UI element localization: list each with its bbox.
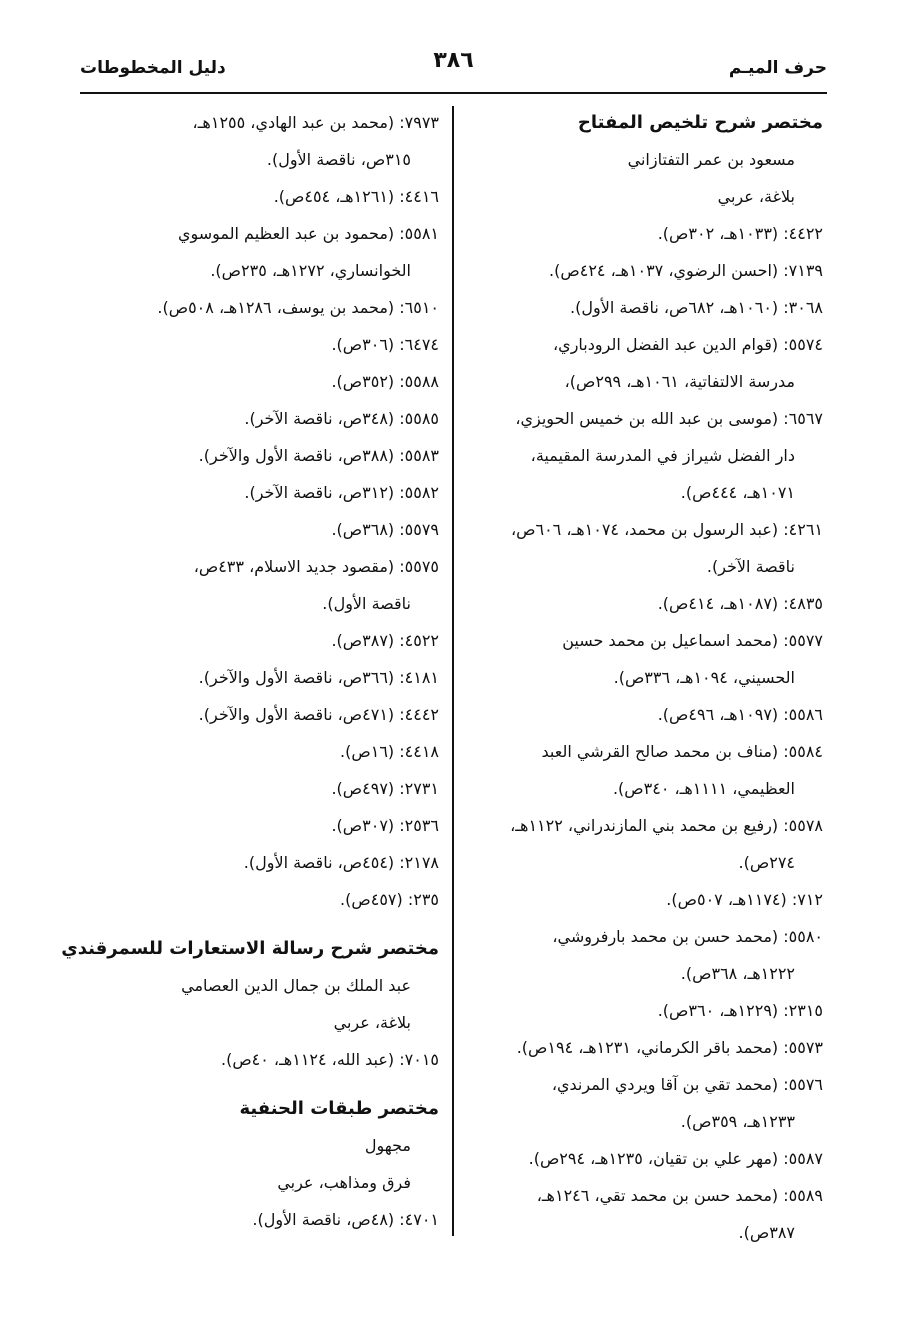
manuscript-entry: ٢٥٣٦: (٣٠٧ص). [331,816,439,835]
manuscript-entry: ٢١٧٨: (٤٥٤ص، ناقصة الأول). [243,853,439,872]
manuscript-entry: ٥٥٧٩: (٣٦٨ص). [331,520,439,539]
manuscript-entry: ٦٥٦٧: (موسى بن عبد الله بن خميس الحويزي، [515,409,823,428]
manuscript-entry: ٤٢٦١: (عبد الرسول بن محمد، ١٠٧٤هـ، ٦٠٦ص، [510,520,823,539]
entry-continuation: ١٠٧١هـ، ٤٤٤ص). [680,483,795,502]
section-meta: مسعود بن عمر التفتازاني [627,150,795,169]
manuscript-entry: ٥٥٨١: (محمود بن عبد العظيم الموسوي [177,224,439,243]
entry-continuation: ٣٨٧ص). [738,1223,795,1242]
page-number: ٣٨٦ [433,48,474,73]
section-title: مختصر شرح رسالة الاستعارات للسمرقندي [61,938,439,959]
entry-continuation: الحسيني، ١٠٩٤هـ، ٣٣٦ص). [613,668,795,687]
manuscript-entry: ٤٥٢٢: (٣٨٧ص). [331,631,439,650]
entry-continuation: الخوانساري، ١٢٧٢هـ، ٢٣٥ص). [210,261,411,280]
manuscript-entry: ٦٥١٠: (محمد بن يوسف، ١٢٨٦هـ، ٥٠٨ص). [157,298,439,317]
manuscript-entry: ٥٥٧٣: (محمد باقر الكرماني، ١٢٣١هـ، ١٩٤ص). [516,1038,823,1057]
section-meta: عبد الملك بن جمال الدين العصامي [181,976,411,995]
entry-continuation: ناقصة الأول). [322,594,411,613]
entry-continuation: ١٢٢٢هـ، ٣٦٨ص). [680,964,795,983]
running-head-book: دليل المخطوطات [80,58,226,78]
manuscript-entry: ٤٨٣٥: (١٠٨٧هـ، ٤١٤ص). [657,594,823,613]
right-column [466,104,823,1251]
entry-continuation: ناقصة الآخر). [706,557,795,576]
manuscript-entry: ٦٤٧٤: (٣٠٦ص). [331,335,439,354]
section-gap [82,918,439,930]
manuscript-entry: ٥٥٨٥: (٣٤٨ص، ناقصة الآخر). [244,409,439,428]
section-meta: بلاغة، عربي [333,1013,411,1032]
entry-continuation: ١٢٣٣هـ، ٣٥٩ص). [680,1112,795,1131]
section-meta: مجهول [364,1136,411,1155]
manuscript-entry: ٢٧٣١: (٤٩٧ص). [331,779,439,798]
section-title: مختصر طبقات الحنفية [239,1098,439,1119]
section-meta: فرق ومذاهب، عربي [277,1173,411,1192]
page-header [80,48,827,88]
left-column [61,104,439,1238]
manuscript-entry: ٢٣١٥: (١٢٢٩هـ، ٣٦٠ص). [657,1001,823,1020]
running-head-section: حرف الميـم [728,58,827,78]
manuscript-entry: ٥٥٨٦: (١٠٩٧هـ، ٤٩٦ص). [657,705,823,724]
manuscript-entry: ٥٥٨٤: (مناف بن محمد صالح القرشي العبد [541,742,823,761]
section-meta: بلاغة، عربي [717,187,795,206]
manuscript-entry: ٥٥٧٥: (مقصود جديد الاسلام، ٤٣٣ص، [193,557,439,576]
manuscript-entry: ٥٥٨٠: (محمد حسن بن محمد بارفروشي، [552,927,823,946]
manuscript-entry: ٧٩٧٣: (محمد بن عبد الهادي، ١٢٥٥هـ، [192,113,439,132]
entry-continuation: ٢٧٤ص). [738,853,795,872]
manuscript-entry: ٤١٨١: (٣٦٦ص، ناقصة الأول والآخر). [198,668,439,687]
manuscript-entry: ٥٥٧٤: (قوام الدين عبد الفضل الرودباري، [553,335,823,354]
manuscript-entry: ٤٧٠١: (٤٨ص، ناقصة الأول). [252,1210,439,1229]
entry-continuation: دار الفضل شيراز في المدرسة المقيمية، [530,446,795,465]
manuscript-entry: ٥٥٧٦: (محمد تقي بن آقا ويردي المرندي، [551,1075,823,1094]
entry-continuation: العظيمي، ١١١١هـ، ٣٤٠ص). [612,779,795,798]
manuscript-entry: ٥٥٨٣: (٣٨٨ص، ناقصة الأول والآخر). [198,446,439,465]
manuscript-entry: ٥٥٧٧: (محمد اسماعيل بن محمد حسين [562,631,823,650]
manuscript-entry: ٢٣٥: (٤٥٧ص). [340,890,439,909]
entry-continuation: مدرسة الالتفاتية، ١٠٦١هـ، ٢٩٩ص)، [564,372,795,391]
manuscript-entry: ٥٥٨٩: (محمد حسن بن محمد تقي، ١٢٤٦هـ، [536,1186,823,1205]
manuscript-entry: ٥٥٧٨: (رفيع بن محمد بني المازندراني، ١١٢٢هـ، [510,816,823,835]
column-divider [452,106,454,1236]
section-gap [82,1078,439,1090]
manuscript-entry: ٥٥٨٢: (٣١٢ص، ناقصة الآخر). [244,483,439,502]
entry-continuation: ٣١٥ص، ناقصة الأول). [266,150,411,169]
manuscript-entry: ٥٥٨٧: (مهر علي بن تقيان، ١٢٣٥هـ، ٢٩٤ص). [528,1149,823,1168]
manuscript-entry: ٧٠١٥: (عبد الله، ١١٢٤هـ، ٤٠ص). [220,1050,439,1069]
manuscript-entry: ٧١٢: (١١٧٤هـ، ٥٠٧ص). [666,890,823,909]
section-title: مختصر شرح تلخيص المفتاح [577,112,823,133]
manuscript-entry: ٤٤١٨: (١٦ص). [340,742,439,761]
manuscript-entry: ٤٤٤٢: (٤٧١ص، ناقصة الأول والآخر). [198,705,439,724]
manuscript-entry: ٤٤٢٢: (١٠٣٣هـ، ٣٠٢ص). [657,224,823,243]
manuscript-entry: ٣٠٦٨: (١٠٦٠هـ، ٦٨٢ص، ناقصة الأول). [570,298,823,317]
header-rule [80,92,827,94]
manuscript-entry: ٤٤١٦: (١٢٦١هـ، ٤٥٤ص). [273,187,439,206]
manuscript-entry: ٥٥٨٨: (٣٥٢ص). [331,372,439,391]
manuscript-entry: ٧١٣٩: (احسن الرضوي، ١٠٣٧هـ، ٤٢٤ص). [549,261,823,280]
